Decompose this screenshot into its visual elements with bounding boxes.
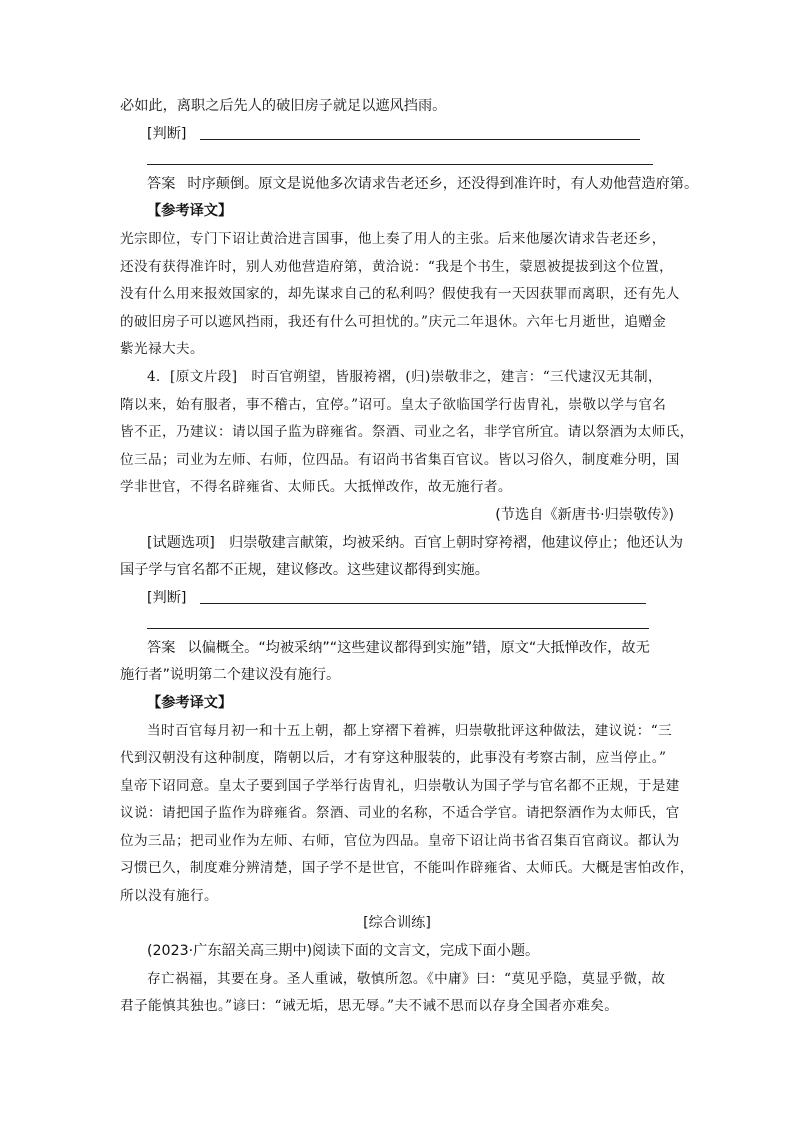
answer-blank-line[interactable]	[200, 603, 646, 604]
reference-translation-title: 【参考译文】	[147, 203, 233, 219]
answer-label: 答案	[147, 176, 176, 192]
option-line: [试题选项] 归崇敬建言献策，均被采纳。百官上朝时穿袴褶，他建议停止；他还认为	[147, 535, 684, 551]
translation-line: 习惯已久，制度难分辨清楚，国子学不是世官，不能叫作辟雍省、太师氏。大概是害怕改作，	[120, 860, 694, 876]
original-text-line: 4．[原文片段] 时百官朔望，皆服袴褶，(归)崇敬非之，建言：“三代逮汉无其制，	[147, 369, 662, 385]
answer-text: 时序颠倒。原文是说他多次请求告老还乡，还没得到准许时，有人劝他营造府第。	[187, 176, 699, 192]
answer-line	[147, 638, 650, 658]
source-citation: (节选自《新唐书·归崇敬传》)	[495, 507, 674, 523]
judge-label: [判断]	[147, 590, 187, 606]
option-tail-line: 必如此，离职之后先人的破旧房子就足以遮风挡雨。	[120, 98, 447, 114]
translation-line: 光宗即位，专门下诏让黄洽进言国事，他上奏了用人的主张。后来他屡次请求告老还乡，	[120, 231, 666, 247]
option-line: 国子学与官名都不正规，建议修改。这些建议都得到实施。	[120, 562, 489, 578]
translation-line: 议说：请把国子监作为辟雍省。祭酒、司业的名称，不适合学官。请把祭酒作为太师氏，官	[120, 805, 680, 821]
original-text-line: 隋以来，始有服者，事不稽古，宜停。”诏可。皇太子欲临国学行齿胄礼，崇敬以学与官名	[120, 397, 667, 413]
answer-blank-line[interactable]	[147, 628, 649, 629]
judge-label: [判断]	[147, 126, 187, 142]
passage-line: 君子能慎其独也。”谚曰：“诫无垢，思无辱。”夫不诫不思而以存身全国者亦难矣。	[120, 998, 619, 1014]
original-text-line: 皆不正，乃建议：请以国子监为辟雍省。祭酒、司业之名，非学官所宜。请以祭酒为太师氏，	[120, 424, 694, 440]
translation-line: 当时百官每月初一和十五上朝，都上穿褶下着裤，归崇敬批评这种做法，建议说：“三	[147, 723, 673, 739]
answer-label: 答案	[147, 640, 176, 656]
translation-line: 代到汉朝没有这种制度，隋朝以后，才有穿这种服装的，此事没有考察古制，应当停止。”	[120, 750, 667, 766]
answer-text: 以偏概全。“均被采纳”“这些建议都得到实施”错，原文“大抵惮改作，故无	[187, 640, 650, 656]
answer-blank-line[interactable]	[200, 139, 640, 140]
translation-line: 皇帝下诏同意。皇太子要到国子学举行齿胄礼，归崇敬认为国子学与官名都不正规，于是建	[120, 778, 680, 794]
passage-line: 存亡祸福，其要在身。圣人重诫，敬慎所忽。《中庸》曰：“莫见乎隐，莫显乎微，故	[147, 971, 666, 987]
reference-translation-title: 【参考译文】	[147, 695, 233, 711]
answer-line	[147, 174, 698, 194]
translation-line: 所以没有施行。	[120, 888, 218, 904]
answer-blank-line[interactable]	[147, 164, 653, 165]
section-intro: (2023·广东韶关高三期中)阅读下面的文言文，完成下面小题。	[147, 943, 540, 959]
translation-line: 还没有获得准许时，别人劝他营造府第，黄洽说：“我是个书生，蒙恩被提拔到这个位置，	[120, 259, 674, 275]
translation-line: 紫光禄大夫。	[120, 341, 204, 357]
translation-line: 的破旧房子可以遮风挡雨，我还有什么可担忧的。”庆元二年退休。六年七月逝世，追赠金	[120, 314, 667, 330]
original-text-line: 学非世官，不得名辟雍省、太师氏。大抵惮改作，故无施行者。	[120, 479, 512, 495]
answer-line: 施行者”说明第二个建议没有施行。	[120, 667, 341, 683]
translation-line: 位为三品；把司业作为左师、右师，官位为四品。皇帝下诏让尚书省召集百官商议。都认为	[120, 833, 680, 849]
translation-line: 没有什么用来报效国家的，却先谋求自己的私利吗？假使我有一天因获罪而离职，还有先人	[120, 286, 680, 302]
original-text-line: 位三品；司业为左师、右师，位四品。有诏尚书省集百官议。皆以习俗久，制度难分明，国	[120, 452, 680, 468]
section-heading: [综合训练]	[363, 915, 431, 931]
